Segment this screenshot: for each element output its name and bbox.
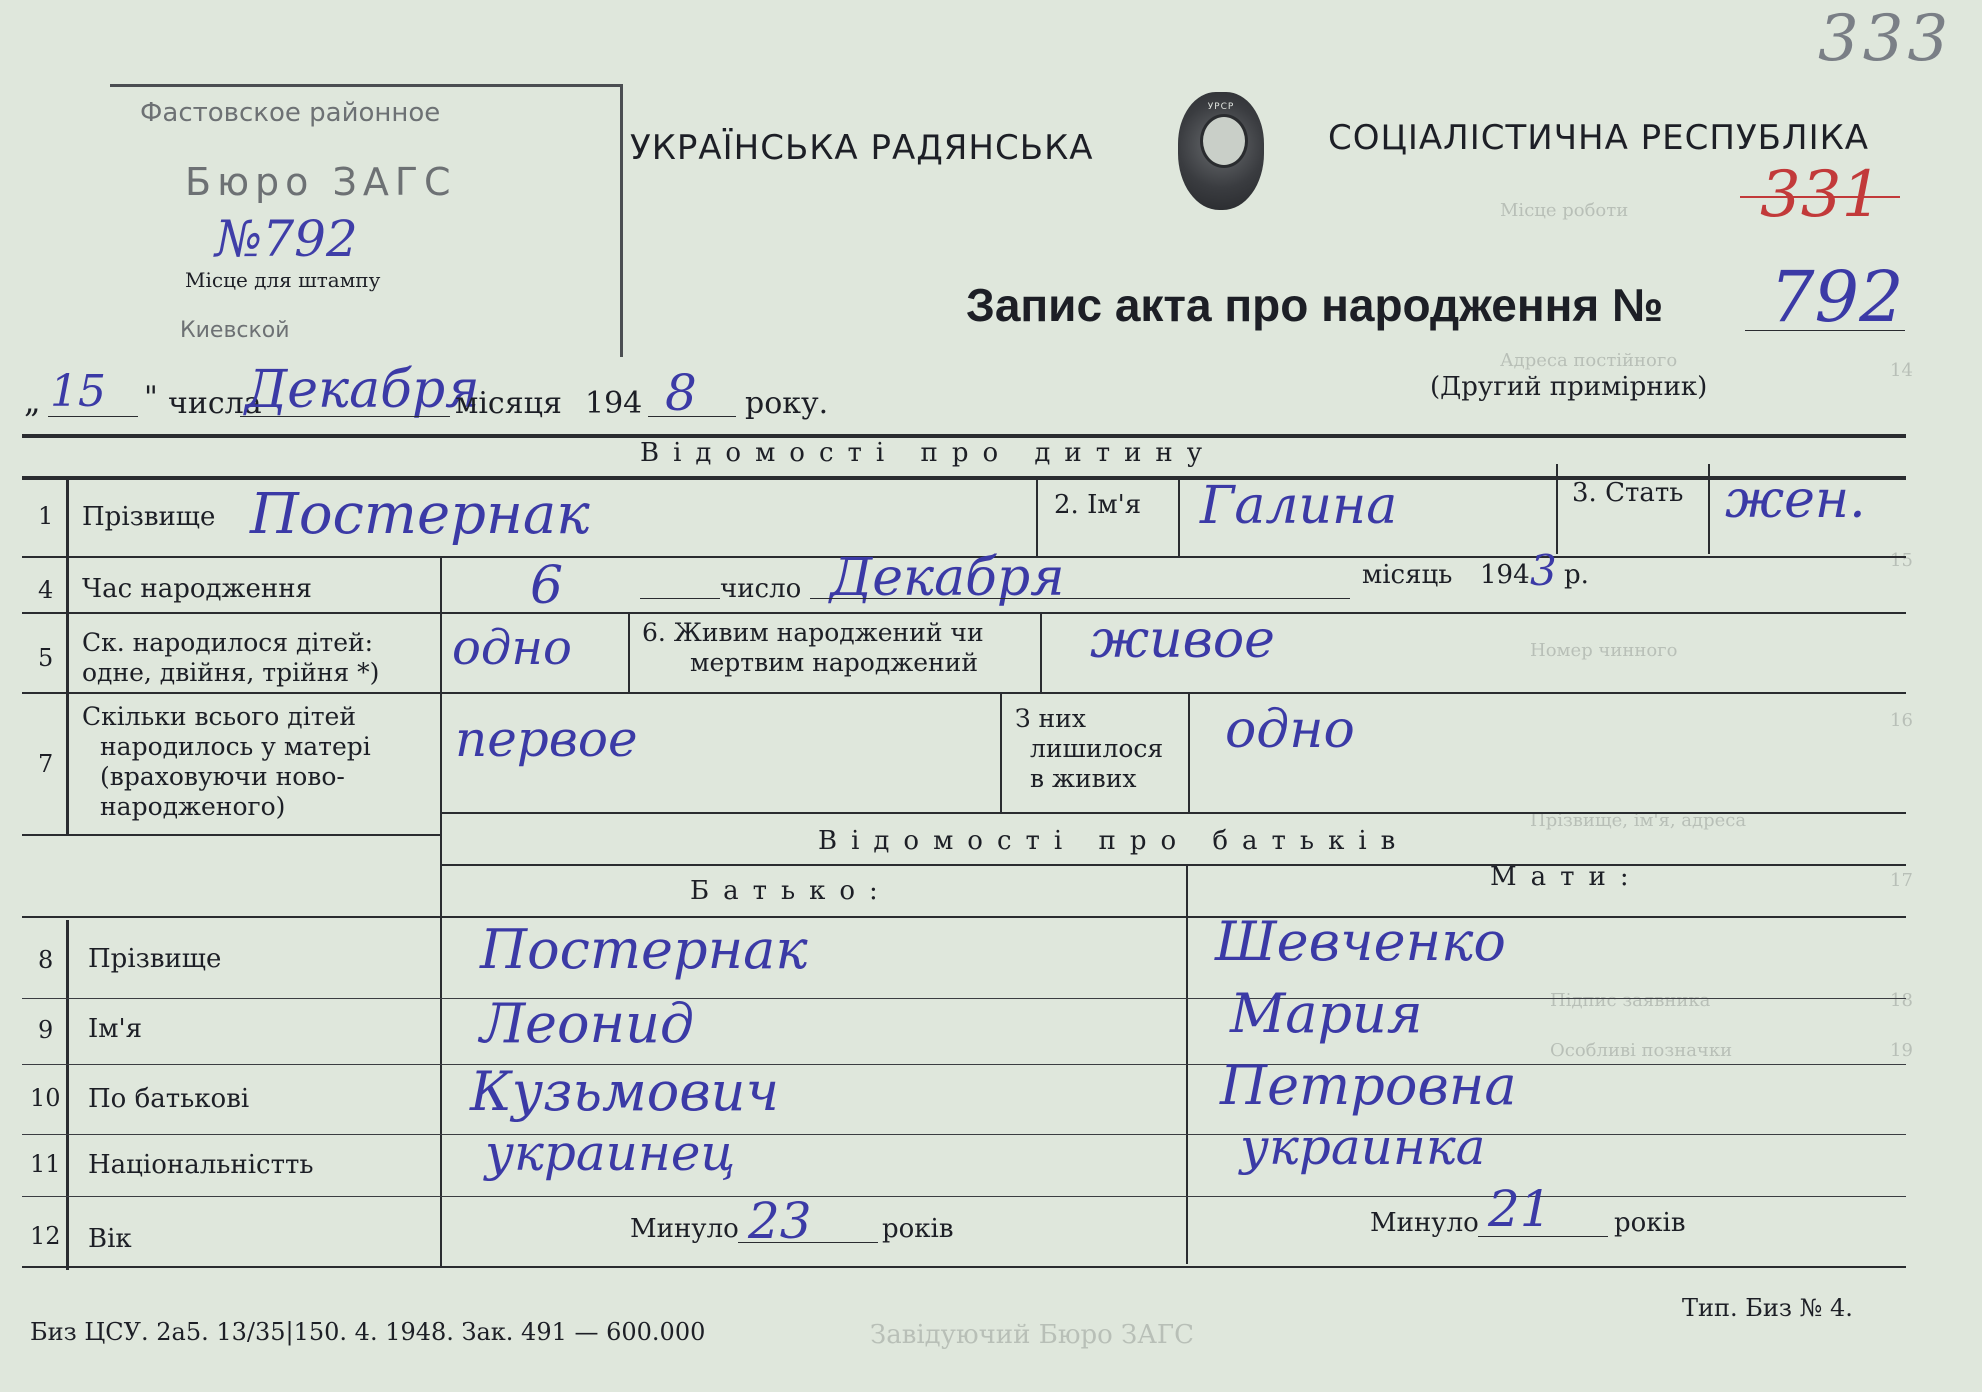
child-count: одно [452, 620, 572, 676]
date-quote-close: " [144, 380, 158, 415]
surviving-label-3: в живих [1030, 764, 1137, 793]
birth-day-underline [640, 598, 720, 599]
table-bottom-rule [22, 1266, 1906, 1268]
row11-rule [22, 1196, 1906, 1197]
record-number: 792 [1770, 256, 1904, 338]
birth-month-label: місяць [1362, 560, 1453, 590]
name-label: 2. Ім'я [1054, 490, 1142, 520]
stamp-number: №792 [215, 210, 358, 268]
birth-day-label: число [720, 574, 802, 604]
row-num-5: 5 [38, 644, 54, 672]
nationality-label: Національністть [88, 1150, 314, 1180]
child-sex: жен. [1725, 470, 1866, 530]
date-year-label: року. [745, 386, 829, 421]
father-nationality: украинец [485, 1124, 736, 1182]
father-age-underline [738, 1242, 878, 1243]
birth-year-digit: 3 [1530, 546, 1557, 595]
parents-section-heading: Відомості про батьків [818, 826, 1410, 856]
date-day: 15 [50, 366, 106, 417]
header-left: УКРАЇНСЬКА РАДЯНСЬКА [630, 128, 1094, 168]
count-label-1: Ск. народилося дітей: [82, 628, 374, 657]
surviving-label-2: лишилося [1030, 734, 1164, 763]
row7-divider-2 [1188, 692, 1190, 812]
bleed-num: 14 [1890, 360, 1913, 381]
child-surname: Постернак [250, 482, 590, 547]
row-num-8: 8 [38, 946, 54, 974]
header-right: СОЦІАЛІСТИЧНА РЕСПУБЛІКА [1328, 118, 1869, 158]
date-month: Декабря [245, 360, 480, 420]
birth-month-underline [810, 598, 1350, 599]
row-num-10: 10 [30, 1084, 61, 1112]
father-age: 23 [748, 1192, 812, 1250]
row1-divider-4 [1708, 464, 1710, 554]
total-label-4: народженого) [100, 792, 286, 821]
bleed-num: 19 [1890, 1040, 1913, 1061]
birth-month: Декабря [830, 548, 1065, 608]
row7-rule-left [22, 834, 442, 836]
row-num-7: 7 [38, 750, 54, 778]
father-passed-label: Минуло [630, 1214, 739, 1244]
bleed-text: Особливі позначки [1550, 1040, 1733, 1061]
row-num-4: 4 [38, 576, 54, 604]
month-underline [240, 416, 450, 417]
alive-label-2: мертвим народжений [690, 648, 979, 677]
row-num-9: 9 [38, 1016, 54, 1044]
total-label-1: Скільки всього дітей [82, 702, 356, 731]
mother-age-underline [1478, 1236, 1608, 1237]
mother-surname: Шевченко [1215, 910, 1506, 973]
child-section-heading: Відомості про дитину [640, 438, 1217, 468]
surviving-count: одно [1225, 700, 1355, 760]
date-month-label: місяця [455, 386, 562, 421]
archive-number: 333 [1818, 2, 1953, 76]
birth-time-label: Час народження [82, 574, 312, 604]
parents-heading-rule [440, 864, 1906, 866]
num-col-rule-2 [66, 920, 69, 1270]
copy-label: (Другий примірник) [1430, 372, 1708, 402]
emblem-label: УРСР [1207, 102, 1235, 112]
stamp-line2: Бюро ЗАГС [185, 160, 457, 204]
num-col-rule [66, 476, 69, 836]
row5-divider [628, 612, 630, 692]
row1-divider-3 [1556, 464, 1558, 554]
row1-divider-2 [1178, 476, 1180, 556]
stamp-line3: Киевской [180, 318, 290, 343]
row-num-12: 12 [30, 1222, 61, 1250]
total-children: первое [455, 710, 638, 768]
label-col-rule [440, 556, 442, 1266]
mother-age: 21 [1488, 1180, 1552, 1238]
surname-label: Прізвище [82, 502, 216, 532]
bleed-bottom: Завідуючий Бюро ЗАГС [870, 1320, 1195, 1350]
bleed-num: 15 [1890, 550, 1913, 571]
year-underline [648, 416, 736, 417]
corrected-number: 331 [1760, 158, 1883, 232]
bleed-text: Прізвище, ім'я, адреса [1530, 810, 1747, 831]
row10-rule [22, 1134, 1906, 1135]
row4-rule [22, 612, 1906, 614]
mother-patronymic: Петровна [1220, 1054, 1517, 1117]
date-year-prefix: 194 [585, 386, 643, 421]
mother-name: Мария [1230, 982, 1423, 1045]
bleed-text: Місце роботи [1500, 200, 1629, 221]
date-year-digit: 8 [665, 364, 697, 422]
child-name: Галина [1200, 476, 1398, 536]
parent-surname-label: Прізвище [88, 944, 222, 974]
row5-rule [22, 692, 1906, 694]
footer-type: Тип. Биз № 4. [1682, 1294, 1853, 1322]
alive-label-1: 6. Живим народжений чи [642, 618, 984, 647]
page-title: Запис акта про народження № [966, 279, 1664, 331]
row-num-1: 1 [38, 502, 54, 530]
birth-year-suffix: р. [1564, 560, 1589, 590]
row8-rule [22, 998, 1906, 999]
mother-passed-label: Минуло [1370, 1208, 1479, 1238]
bleed-num: 16 [1890, 710, 1913, 731]
bleed-text: Підпис заявника [1550, 990, 1711, 1011]
stamp-place-label: Місце для штампу [185, 268, 381, 292]
record-number-underline [1745, 330, 1905, 331]
total-label-2: народилось у матері [100, 732, 371, 761]
footer-print-info: Биз ЦСУ. 2а5. 13/35|150. 4. 1948. Зак. 491 — 600.000 [30, 1318, 706, 1346]
stamp-line1: Фастовское районное [140, 98, 441, 128]
row7-rule [440, 812, 1906, 814]
strike-line [1740, 196, 1900, 198]
bleed-text: Номер чинного [1530, 640, 1678, 661]
bleed-text: Адреса постійного [1500, 350, 1678, 371]
birth-day: 6 [530, 556, 564, 616]
sex-label: 3. Стать [1572, 478, 1684, 508]
row-num-11: 11 [30, 1150, 61, 1178]
coat-of-arms-icon [1178, 92, 1264, 210]
bleed-num: 17 [1890, 870, 1913, 891]
mother-nationality: украинка [1240, 1118, 1486, 1176]
father-label: Батько: [690, 876, 892, 906]
total-label-3: (враховуючи ново- [100, 762, 345, 791]
patronymic-label: По батькові [88, 1084, 250, 1114]
parents-subheading-rule [22, 916, 1906, 918]
father-years-label: років [882, 1214, 954, 1244]
birth-year-prefix: 194 [1480, 560, 1530, 590]
row7-divider [1000, 692, 1002, 812]
father-name: Леонид [480, 992, 695, 1055]
emblem-center [1200, 114, 1248, 168]
surviving-label-1: З них [1015, 704, 1086, 733]
mother-label: Мати: [1490, 862, 1643, 892]
alive-status: живое [1090, 610, 1275, 670]
age-label: Вік [88, 1224, 132, 1254]
date-day-label: числа [168, 386, 262, 421]
row9-rule [22, 1064, 1906, 1065]
row1-divider [1036, 476, 1038, 556]
row5-divider-2 [1040, 612, 1042, 692]
bleed-num: 18 [1890, 990, 1913, 1011]
day-underline [48, 416, 138, 417]
father-patronymic: Кузьмович [470, 1060, 780, 1123]
parent-name-label: Ім'я [88, 1014, 143, 1044]
date-quote-open: „ [24, 382, 41, 420]
count-label-2: одне, двійня, трійня *) [82, 658, 380, 687]
mother-years-label: років [1614, 1208, 1686, 1238]
father-surname: Постернак [480, 918, 808, 981]
